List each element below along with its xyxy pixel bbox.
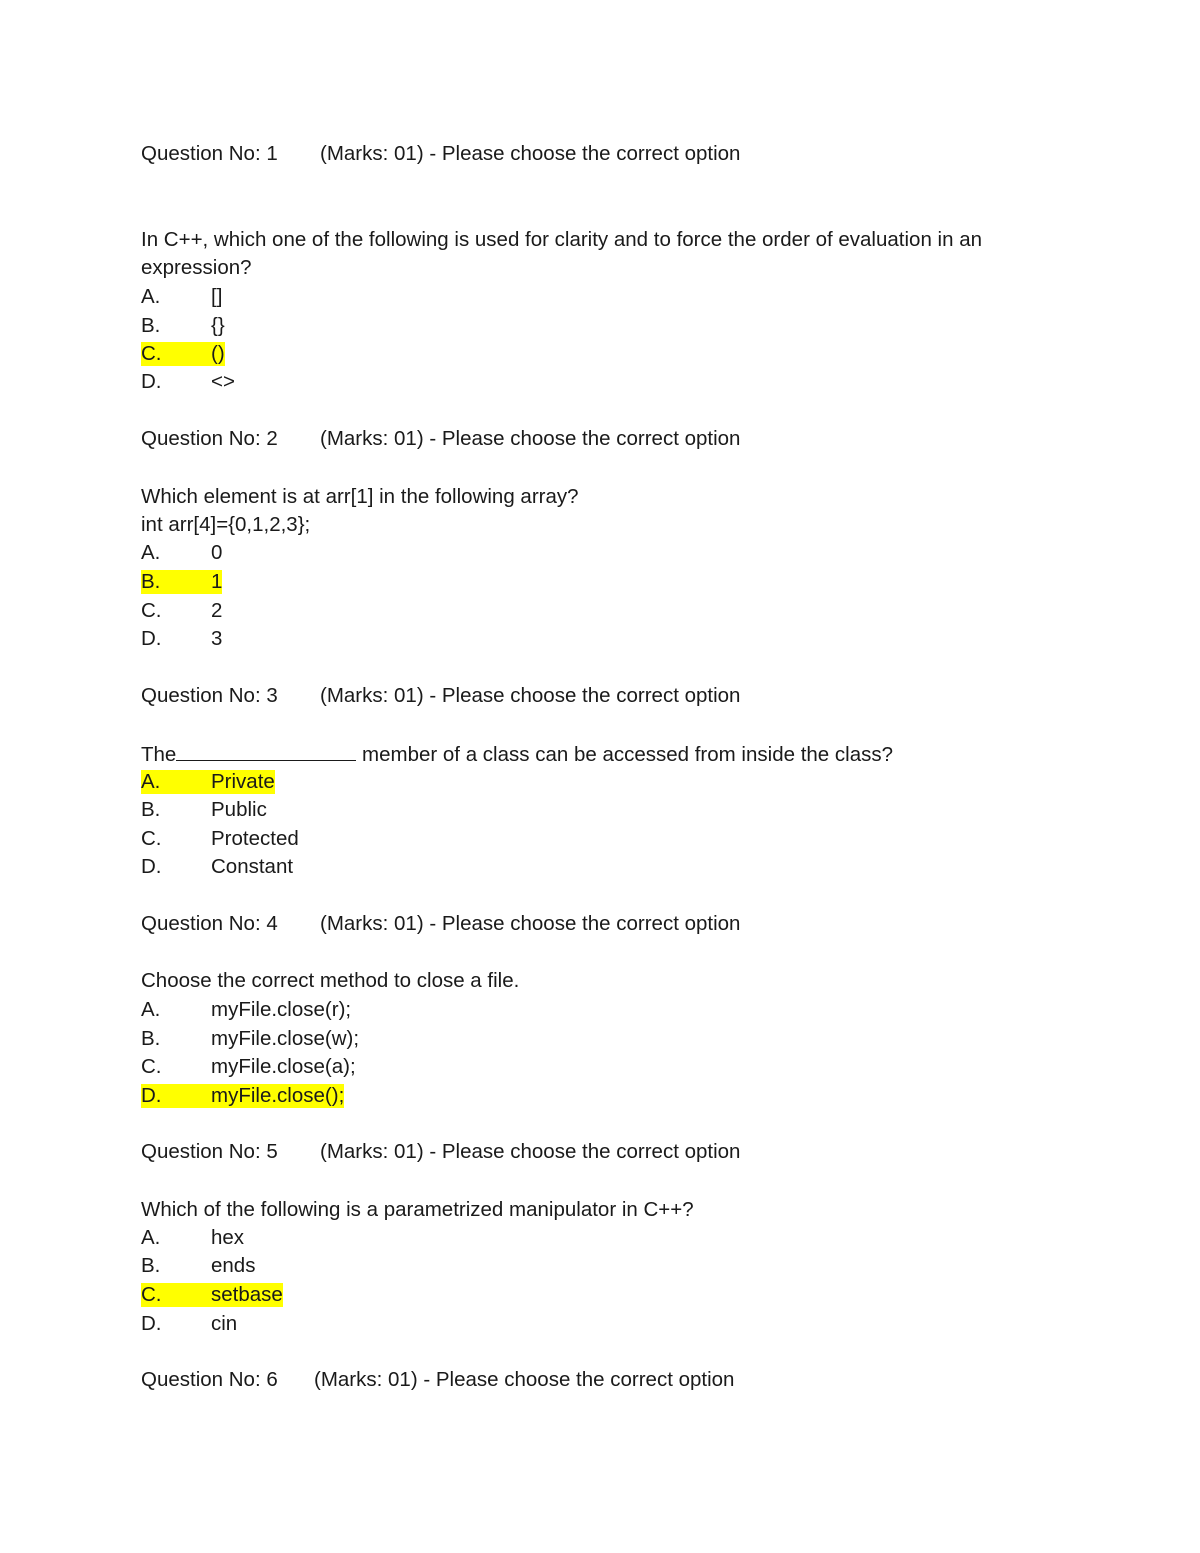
option-letter: B. bbox=[141, 570, 161, 593]
option-letter: C. bbox=[141, 1055, 162, 1078]
question-text: Which of the following is a parametrized manipulator in C++? bbox=[141, 1198, 694, 1221]
option-text: <> bbox=[211, 370, 235, 393]
question-header bbox=[141, 1368, 734, 1392]
option-letter: C. bbox=[141, 599, 162, 622]
question-number: Question No: 1 bbox=[141, 142, 278, 165]
answer-option-correct bbox=[141, 342, 225, 366]
answer-option bbox=[141, 1226, 244, 1250]
option-letter: C. bbox=[141, 342, 162, 365]
option-letter: A. bbox=[141, 1226, 161, 1249]
question-header bbox=[141, 912, 740, 936]
answer-option-correct bbox=[141, 570, 222, 594]
option-text: myFile.close(w); bbox=[211, 1027, 360, 1050]
option-letter: A. bbox=[141, 285, 161, 308]
option-text: myFile.close(r); bbox=[211, 998, 352, 1021]
option-text: cin bbox=[211, 1312, 238, 1335]
answer-option bbox=[141, 599, 222, 623]
option-letter: D. bbox=[141, 1312, 162, 1335]
question-number: Question No: 6 bbox=[141, 1368, 278, 1391]
option-text: hex bbox=[211, 1226, 245, 1249]
question-text bbox=[141, 742, 893, 767]
question-marks: (Marks: 01) - Please choose the correct option bbox=[320, 1140, 741, 1163]
option-text: 0 bbox=[211, 541, 223, 564]
question-text: Choose the correct method to close a file. bbox=[141, 969, 520, 992]
answer-option bbox=[141, 1254, 255, 1278]
option-letter: A. bbox=[141, 770, 161, 793]
question-header bbox=[141, 1140, 740, 1164]
answer-option bbox=[141, 1312, 237, 1336]
option-text: myFile.close(a); bbox=[211, 1055, 356, 1078]
answer-option bbox=[141, 627, 222, 651]
answer-option bbox=[141, 998, 351, 1022]
answer-option bbox=[141, 855, 293, 879]
question-marks: (Marks: 01) - Please choose the correct option bbox=[314, 1368, 735, 1391]
option-letter: B. bbox=[141, 798, 161, 821]
question-marks: (Marks: 01) - Please choose the correct option bbox=[320, 427, 741, 450]
answer-option bbox=[141, 798, 267, 822]
option-letter: C. bbox=[141, 1283, 162, 1306]
answer-option-correct bbox=[141, 1084, 344, 1108]
option-text: Constant bbox=[211, 855, 294, 878]
question-marks: (Marks: 01) - Please choose the correct option bbox=[320, 912, 741, 935]
option-letter: D. bbox=[141, 1084, 162, 1107]
answer-option bbox=[141, 1055, 356, 1079]
option-letter: D. bbox=[141, 627, 162, 650]
question-text: expression? bbox=[141, 256, 252, 279]
question-number: Question No: 3 bbox=[141, 684, 278, 707]
question-header bbox=[141, 427, 740, 451]
option-letter: A. bbox=[141, 541, 161, 564]
option-text: Public bbox=[211, 798, 267, 821]
fill-in-blank bbox=[176, 742, 356, 761]
question-code: int arr[4]={0,1,2,3}; bbox=[141, 513, 311, 536]
option-text: Protected bbox=[211, 827, 299, 850]
option-text: {} bbox=[211, 314, 225, 337]
question-number: Question No: 5 bbox=[141, 1140, 278, 1163]
option-text: myFile.close(); bbox=[211, 1084, 345, 1107]
option-letter: D. bbox=[141, 855, 162, 878]
option-letter: B. bbox=[141, 314, 161, 337]
option-letter: B. bbox=[141, 1254, 161, 1277]
answer-option-correct bbox=[141, 770, 275, 794]
option-text: [] bbox=[211, 285, 223, 308]
option-letter: A. bbox=[141, 998, 161, 1021]
question-marks: (Marks: 01) - Please choose the correct option bbox=[320, 142, 741, 165]
option-letter: D. bbox=[141, 370, 162, 393]
option-text: ends bbox=[211, 1254, 256, 1277]
option-letter: C. bbox=[141, 827, 162, 850]
option-text: () bbox=[211, 342, 225, 365]
answer-option bbox=[141, 285, 222, 309]
option-text: 3 bbox=[211, 627, 223, 650]
option-text: 2 bbox=[211, 599, 223, 622]
answer-option bbox=[141, 1027, 359, 1051]
option-letter: B. bbox=[141, 1027, 161, 1050]
option-text: Private bbox=[211, 770, 275, 793]
answer-option bbox=[141, 314, 225, 338]
question-marks: (Marks: 01) - Please choose the correct option bbox=[320, 684, 741, 707]
question-text: Which element is at arr[1] in the following array? bbox=[141, 485, 579, 508]
option-text: 1 bbox=[211, 570, 223, 593]
option-text: setbase bbox=[211, 1283, 283, 1306]
answer-option bbox=[141, 827, 299, 851]
question-number: Question No: 4 bbox=[141, 912, 278, 935]
question-header bbox=[141, 684, 740, 708]
answer-option bbox=[141, 370, 235, 394]
question-number: Question No: 2 bbox=[141, 427, 278, 450]
question-text-start: The bbox=[141, 743, 177, 766]
answer-option bbox=[141, 541, 222, 565]
question-text: In C++, which one of the following is used for clarity and to force the order of evaluation in an bbox=[141, 228, 982, 251]
question-text-end: member of a class can be accessed from inside the class? bbox=[356, 743, 893, 766]
answer-option-correct bbox=[141, 1283, 283, 1307]
question-header bbox=[141, 142, 740, 166]
